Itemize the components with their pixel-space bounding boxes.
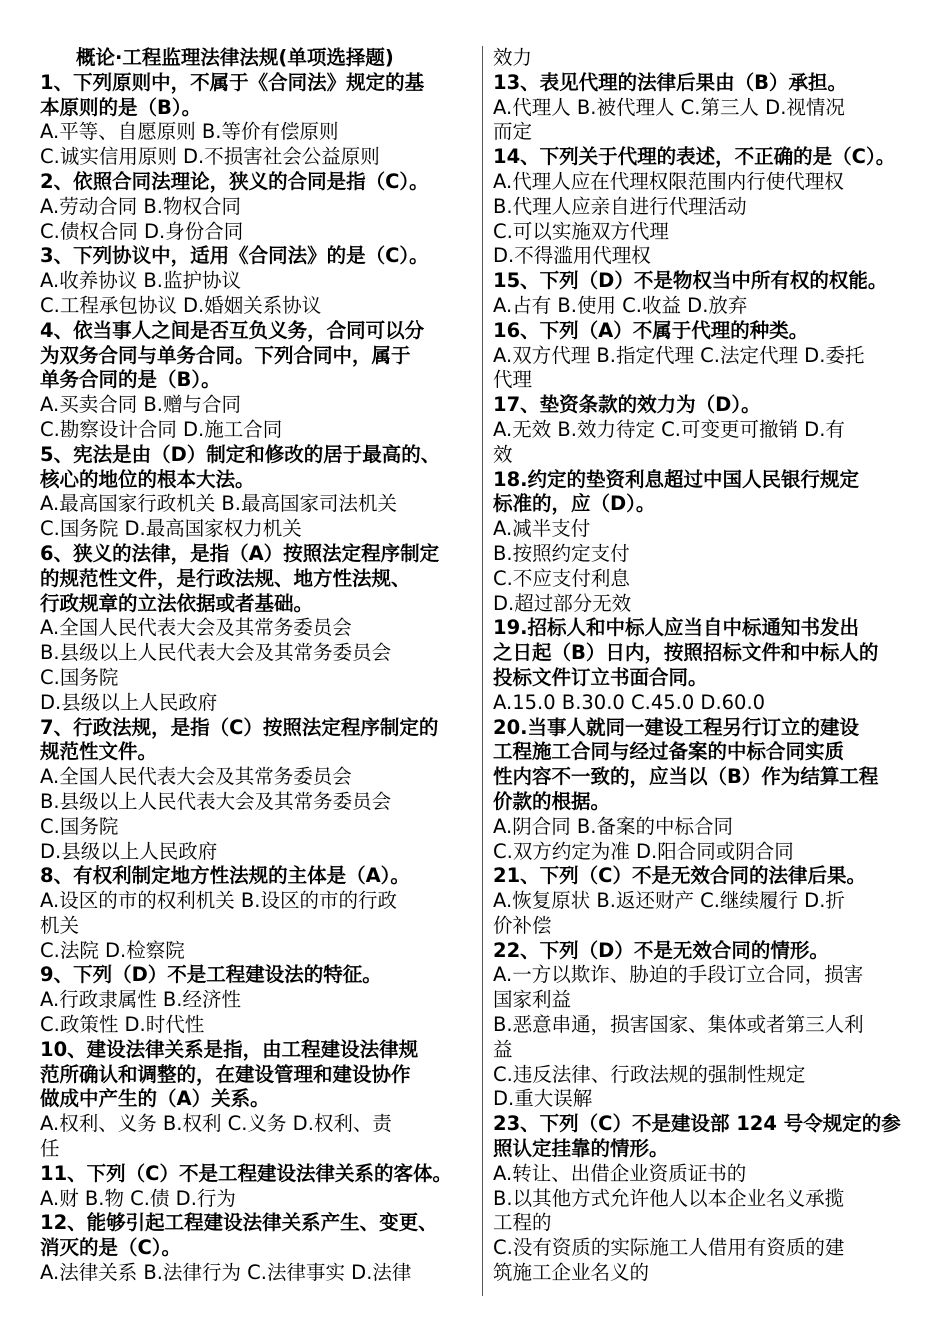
question-text-line: 性内容不一致的，应当以（B）作为结算工程 (493, 765, 879, 789)
question-text-line: 2、依照合同法理论，狭义的合同是指（C）。 (40, 169, 429, 193)
answer-option-line: A.转让、出借企业资质证书的 (493, 1161, 747, 1185)
answer-option-line: 效 (493, 442, 513, 466)
question-text-line: 15、下列（D）不是物权当中所有权的权能。 (493, 269, 888, 293)
answer-option-line: B.县级以上人民代表大会及其常务委员会 (40, 789, 392, 813)
answer-option-line: 代理 (493, 368, 533, 392)
question-text-line: 16、下列（A）不属于代理的种类。 (493, 318, 809, 342)
question-text-line: 11、下列（C）不是工程建设法律关系的客体。 (40, 1161, 452, 1185)
answer-option-line: A.一方以欺诈、胁迫的手段订立合同，损害 (493, 963, 864, 987)
question-text-line: 21、下列（C）不是无效合同的法律后果。 (493, 864, 866, 888)
answer-option-line: A.法律关系 B.法律行为 C.法律事实 D.法律 (40, 1261, 412, 1285)
answer-option-line: B.恶意串通，损害国家、集体或者第三人利 (493, 1013, 864, 1037)
question-text-line: 3、下列协议中，适用《合同法》的是（C）。 (40, 244, 429, 268)
question-text-line: 10、建设法律关系是指，由工程建设法律规 (40, 1037, 419, 1061)
question-text-line: 1、下列原则中，不属于《合同法》规定的基 (40, 70, 425, 94)
question-text-line: 标准的，应（D）。 (493, 492, 656, 516)
question-text-line: 核心的地位的根本大法。 (40, 467, 255, 491)
answer-option-line: A.恢复原状 B.返还财产 C.继续履行 D.折 (493, 889, 845, 913)
answer-option-line: C.法院 D.检察院 (40, 938, 185, 962)
answer-option-line: A.劳动合同 B.物权合同 (40, 194, 241, 218)
question-text-line: 23、下列（C）不是建设部 124 号令规定的参 (493, 1112, 901, 1136)
answer-option-line: D.县级以上人民政府 (40, 839, 218, 863)
answer-option-line: B.按照约定支付 (493, 541, 630, 565)
answer-option-line: C.国务院 (40, 814, 119, 838)
question-text-line: 19.招标人和中标人应当自中标通知书发出 (493, 616, 860, 640)
answer-option-line: A.双方代理 B.指定代理 C.法定代理 D.委托 (493, 343, 865, 367)
column-divider (482, 46, 483, 1296)
answer-option-line: C.可以实施双方代理 (493, 219, 669, 243)
answer-option-line: C.工程承包协议 D.婚姻关系协议 (40, 293, 322, 317)
question-text-line: 12、能够引起工程建设法律关系产生、变更、 (40, 1211, 438, 1235)
question-text-line: 14、下列关于代理的表述，不正确的是（C）。 (493, 145, 896, 169)
answer-option-line: A.最高国家行政机关 B.最高国家司法机关 (40, 492, 397, 516)
question-text-line: 本原则的是（B）。 (40, 95, 202, 119)
answer-option-line: C.违反法律、行政法规的强制性规定 (493, 1062, 806, 1086)
question-text-line: 的规范性文件，是行政法规、地方性法规、 (40, 566, 411, 590)
answer-option-line: 价补偿 (493, 913, 552, 937)
document-title: 概论·工程监理法律法规(单项选择题) (76, 46, 394, 69)
answer-option-line: 任 (40, 1137, 60, 1161)
question-text-line: 9、下列（D）不是工程建设法的特征。 (40, 963, 382, 987)
question-text-line: 4、依当事人之间是否互负义务，合同可以分 (40, 318, 425, 342)
answer-option-line: A.设区的市的权利机关 B.设区的市的行政 (40, 889, 397, 913)
question-text-line: 做成中产生的（A）关系。 (40, 1087, 270, 1111)
answer-option-line: A.减半支付 (493, 517, 591, 541)
answer-option-line: A.买卖合同 B.赠与合同 (40, 393, 241, 417)
answer-option-line: A.全国人民代表大会及其常务委员会 (40, 616, 352, 640)
right-column (493, 46, 917, 1286)
answer-option-line: C.不应支付利息 (493, 566, 630, 590)
answer-option-line: 益 (493, 1037, 513, 1061)
answer-option-line: A.平等、自愿原则 B.等价有偿原则 (40, 120, 339, 144)
left-column (40, 46, 476, 1286)
answer-option-line: A.代理人 B.被代理人 C.第三人 D.视情况 (493, 95, 845, 119)
answer-option-line: C.没有资质的实际施工人借用有资质的建 (493, 1236, 845, 1260)
question-text-line: 8、有权利制定地方性法规的主体是（A）。 (40, 864, 410, 888)
question-text-line: 7、行政法规，是指（C）按照法定程序制定的 (40, 715, 439, 739)
question-text-line: 工程施工合同与经过备案的中标合同实质 (493, 740, 845, 764)
question-text-line: 规范性文件。 (40, 740, 158, 764)
answer-option-line: 而定 (493, 120, 533, 144)
answer-option-line: D.超过部分无效 (493, 591, 632, 615)
answer-option-line: C.债权合同 D.身份合同 (40, 219, 244, 243)
answer-option-line: D.不得滥用代理权 (493, 244, 651, 268)
answer-option-line: B.县级以上人民代表大会及其常务委员会 (40, 641, 392, 665)
answer-option-line: C.双方约定为准 D.阳合同或阴合同 (493, 839, 794, 863)
question-text-line: 13、表见代理的法律后果由（B）承担。 (493, 70, 847, 94)
answer-option-line: A.财 B.物 C.债 D.行为 (40, 1186, 236, 1210)
answer-option-line: C.政策性 D.时代性 (40, 1013, 205, 1037)
question-text-line: 为双务合同与单务合同。下列合同中，属于 (40, 343, 411, 367)
question-text-line: 17、垫资条款的效力为（D）。 (493, 393, 761, 417)
answer-option-line: A.收养协议 B.监护协议 (40, 269, 241, 293)
answer-option-line: 工程的 (493, 1211, 552, 1235)
answer-option-line: C.国务院 (40, 665, 119, 689)
answer-option-line: 机关 (40, 913, 80, 937)
answer-option-line: A.占有 B.使用 C.收益 D.放弃 (493, 293, 748, 317)
question-text-line: 20.当事人就同一建设工程另行订立的建设 (493, 715, 860, 739)
question-text-line: 单务合同的是（B）。 (40, 368, 221, 392)
answer-option-line: D.重大误解 (493, 1087, 593, 1111)
answer-option-line: A.行政隶属性 B.经济性 (40, 988, 241, 1012)
answer-option-line: D.县级以上人民政府 (40, 690, 218, 714)
answer-option-line: 国家利益 (493, 988, 572, 1012)
answer-option-line: C.勘察设计合同 D.施工合同 (40, 417, 283, 441)
answer-option-line: B.以其他方式允许他人以本企业名义承揽 (493, 1186, 845, 1210)
answer-option-line: A.15.0 B.30.0 C.45.0 D.60.0 (493, 690, 766, 714)
question-text-line: 之日起（B）日内，按照招标文件和中标人的 (493, 641, 879, 665)
answer-option-line: C.诚实信用原则 D.不损害社会公益原则 (40, 145, 380, 169)
question-text-line: 投标文件订立书面合同。 (493, 665, 708, 689)
question-text-line: 18.约定的垫资利息超过中国人民银行规定 (493, 467, 860, 491)
question-text-line: 范所确认和调整的，在建设管理和建设协作 (40, 1062, 411, 1086)
answer-option-line: A.无效 B.效力待定 C.可变更可撤销 D.有 (493, 417, 845, 441)
answer-option-line: B.代理人应亲自进行代理活动 (493, 194, 747, 218)
question-text-line: 价款的根据。 (493, 789, 611, 813)
answer-option-line: A.阴合同 B.备案的中标合同 (493, 814, 733, 838)
answer-option-line: A.全国人民代表大会及其常务委员会 (40, 765, 352, 789)
question-text-line: 5、宪法是由（D）制定和修改的居于最高的、 (40, 442, 441, 466)
question-text-line: 消灭的是（C）。 (40, 1236, 182, 1260)
question-text-line: 照认定挂靠的情形。 (493, 1137, 669, 1161)
question-text-line: 行政规章的立法依据或者基础。 (40, 591, 314, 615)
answer-option-line: 效力 (493, 46, 533, 69)
answer-option-line: C.国务院 D.最高国家权力机关 (40, 517, 302, 541)
answer-option-line: 筑施工企业名义的 (493, 1261, 650, 1285)
question-text-line: 6、狭义的法律，是指（A）按照法定程序制定 (40, 541, 440, 565)
question-text-line: 22、下列（D）不是无效合同的情形。 (493, 938, 829, 962)
answer-option-line: A.代理人应在代理权限范围内行使代理权 (493, 169, 844, 193)
answer-option-line: A.权利、义务 B.权利 C.义务 D.权利、责 (40, 1112, 392, 1136)
